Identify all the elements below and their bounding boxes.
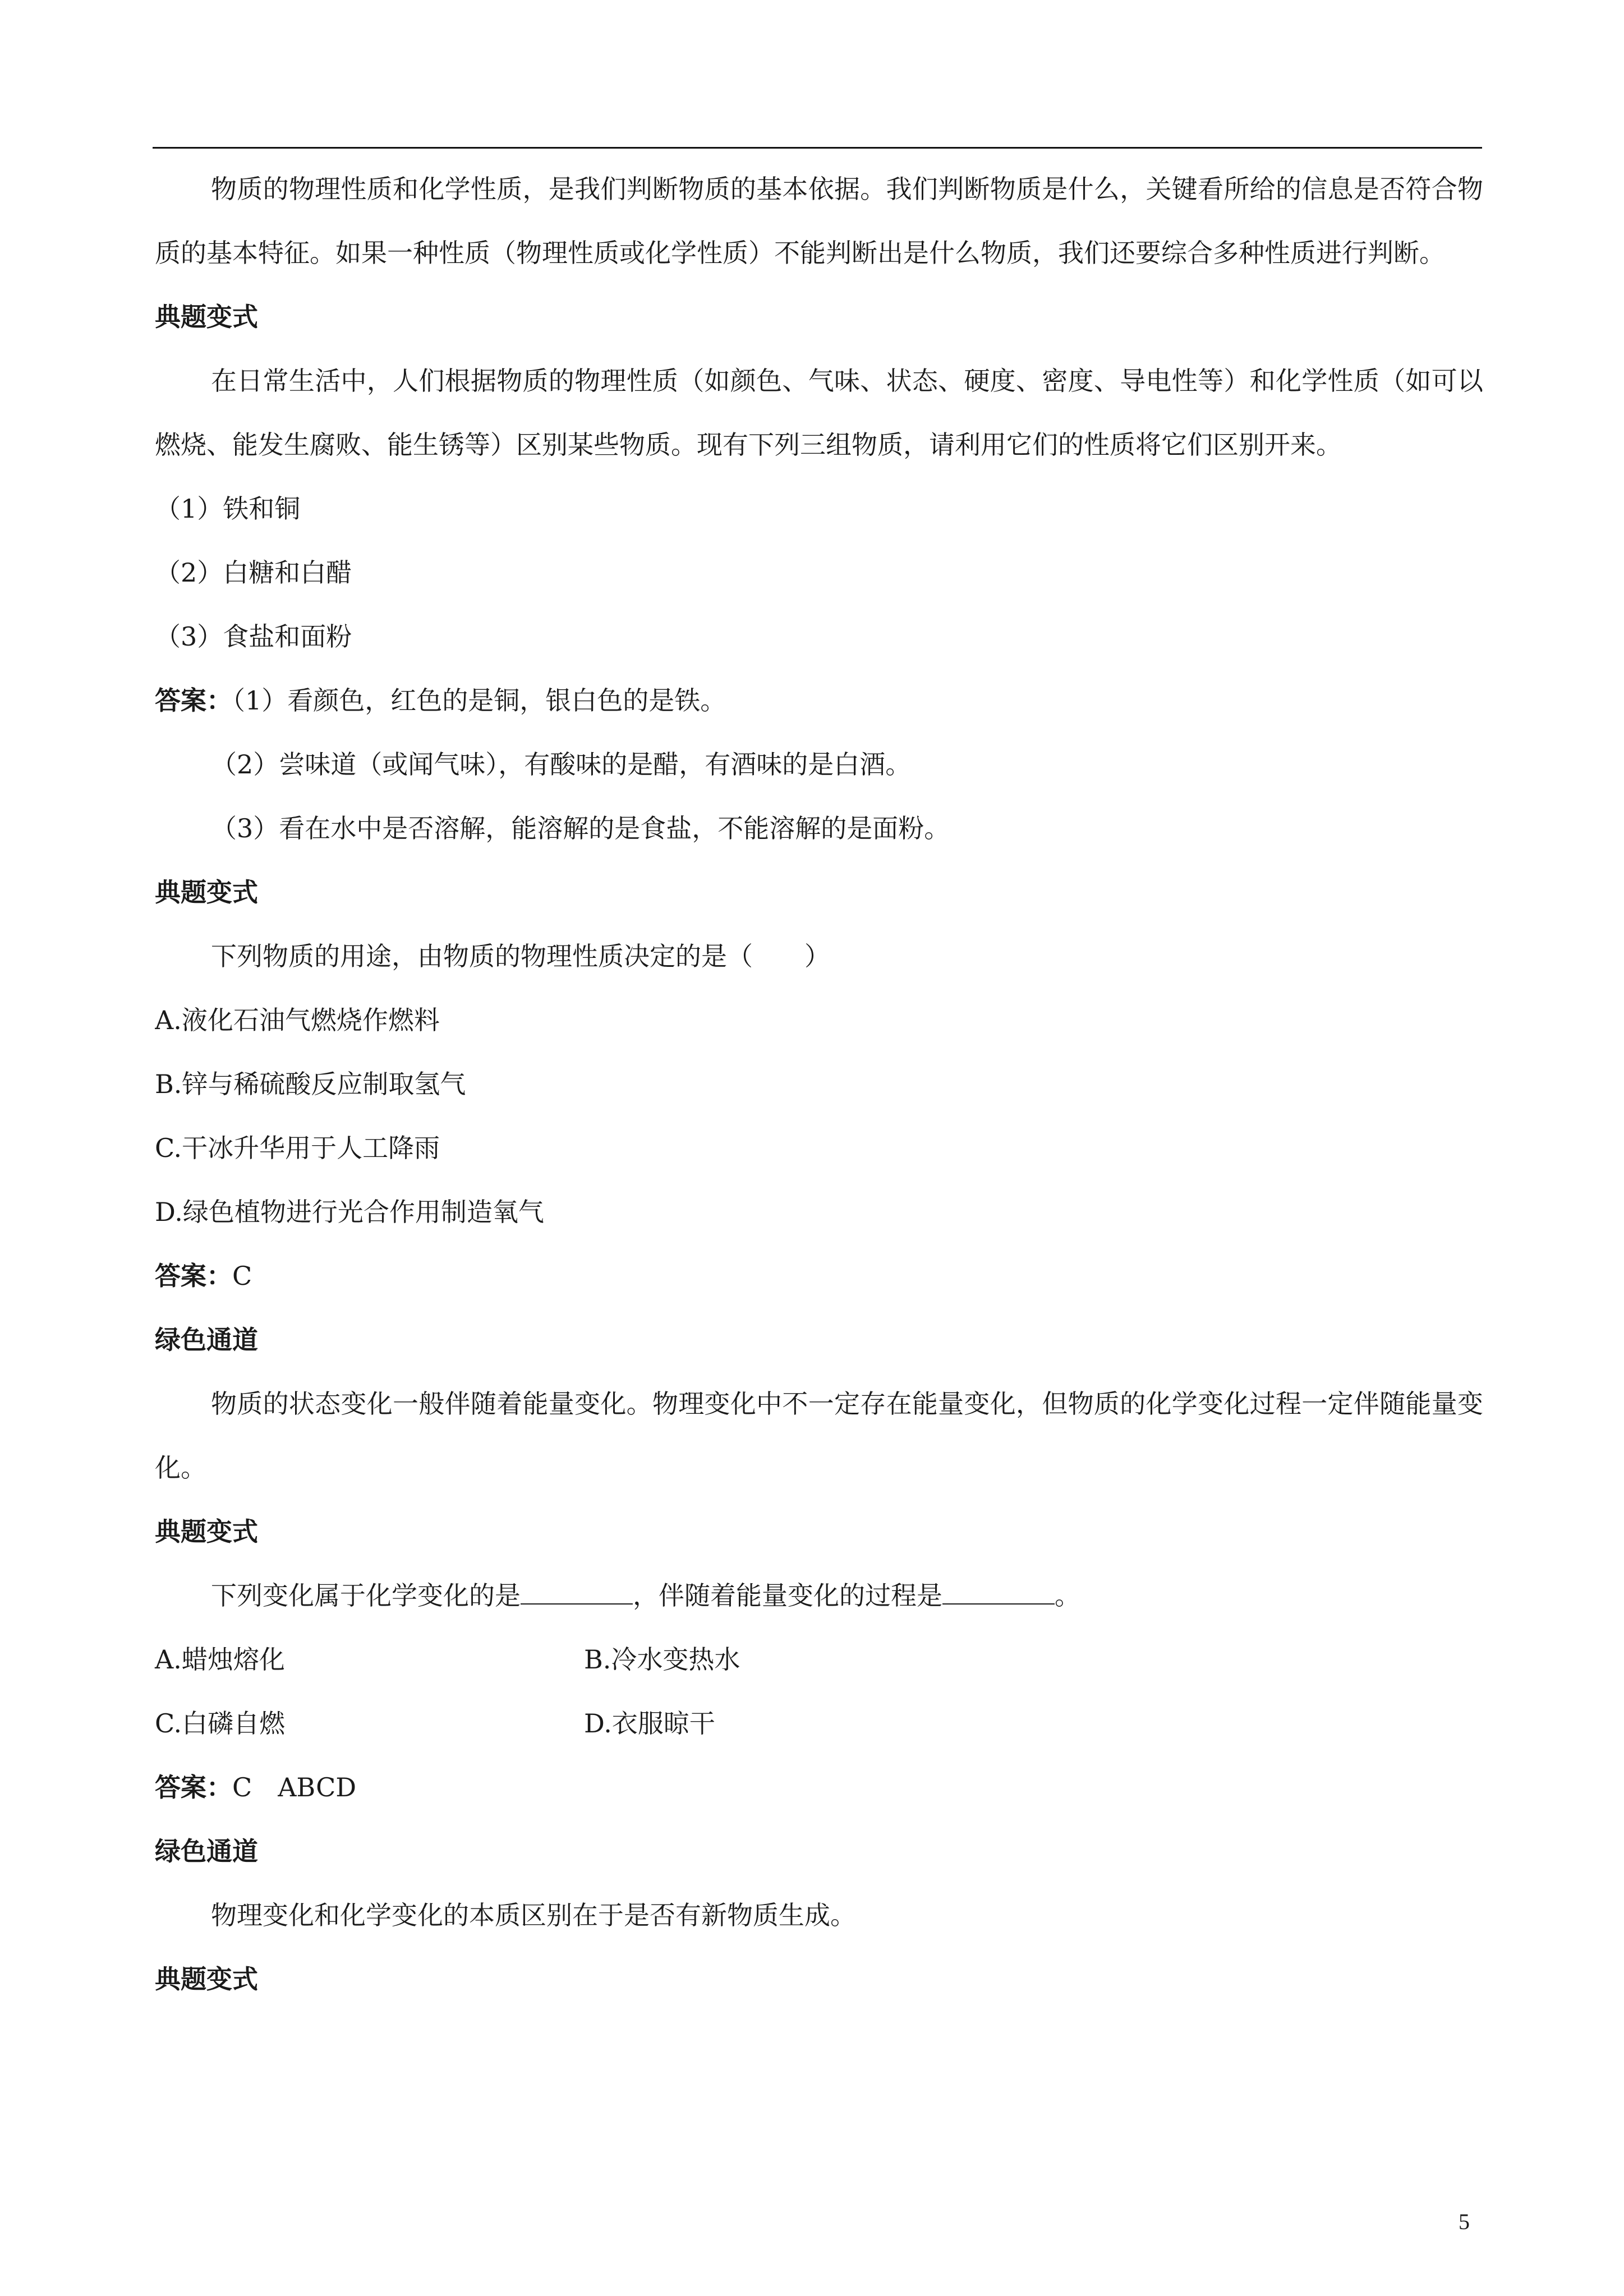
answer-line <box>155 1244 1483 1308</box>
answer-text: C ABCD <box>232 1772 357 1802</box>
question-stem: 下列物质的用途，由物质的物理性质决定的是（ ） <box>211 941 830 971</box>
option-b: B.冷水变热水 <box>584 1644 740 1675</box>
question-item: （1）铁和铜 <box>155 494 301 524</box>
option-a: A.蜡烛熔化 <box>155 1644 285 1675</box>
options-row <box>155 1691 1483 1755</box>
answer-line: （3）看在水中是否溶解，能溶解的是食盐，不能溶解的是面粉。 <box>211 813 950 843</box>
question-item: （3）食盐和面粉 <box>155 621 352 652</box>
answer-line <box>155 1755 1483 1819</box>
option-d: D.绿色植物进行光合作用制造氧气 <box>155 1197 544 1227</box>
green-channel-heading: 绿色通道 <box>155 1325 258 1355</box>
option-b: B.锌与稀硫酸反应制取氢气 <box>155 1069 466 1099</box>
question-item: （2）白糖和白醋 <box>155 557 352 588</box>
option-c: C.干冰升华用于人工降雨 <box>155 1133 440 1163</box>
answer-label: 答案： <box>155 685 232 716</box>
answer-text: C <box>232 1261 252 1291</box>
options-row <box>155 1628 1483 1691</box>
answer-label: 答案： <box>155 1772 232 1802</box>
section-heading: 典题变式 <box>155 1516 258 1547</box>
option-d: D.衣服晾干 <box>584 1708 715 1739</box>
answer-line <box>155 668 1483 732</box>
answer-blank <box>942 1581 1055 1605</box>
answer-line: （2）尝味道（或闻气味），有酸味的是醋，有酒味的是白酒。 <box>211 749 912 780</box>
green-channel-text: 物质的状态变化一般伴随着能量变化。物理变化中不一定存在能量变化，但物质的化学变化过程一定伴随能量变化。 <box>155 1389 1483 1483</box>
stem-text: 。 <box>1055 1580 1080 1611</box>
section-heading: 典题变式 <box>155 1964 258 1994</box>
question-stem <box>155 1564 1483 1628</box>
page-content <box>155 157 1483 2011</box>
answer-label: 答案： <box>155 1261 232 1291</box>
question-stem: 在日常生活中，人们根据物质的物理性质（如颜色、气味、状态、硬度、密度、导电性等）和化学性质（如可以燃烧、能发生腐败、能生锈等）区别某些物质。现有下列三组物质，请利用它们的性质将它们区别开来。 <box>155 366 1483 460</box>
option-a: A.液化石油气燃烧作燃料 <box>155 1005 440 1035</box>
section-heading: 典题变式 <box>155 877 258 907</box>
green-channel-heading: 绿色通道 <box>155 1836 258 1866</box>
stem-text: ，伴随着能量变化的过程是 <box>633 1580 942 1611</box>
intro-paragraph: 物质的物理性质和化学性质，是我们判断物质的基本依据。我们判断物质是什么，关键看所给的信息是否符合物质的基本特征。如果一种性质（物理性质或化学性质）不能判断出是什么物质，我们还要综合多种性质进行判断。 <box>155 174 1483 268</box>
header-rule <box>153 147 1482 149</box>
option-c: C.白磷自燃 <box>155 1708 286 1739</box>
answer-blank <box>521 1581 633 1605</box>
page-number: 5 <box>1459 2209 1470 2234</box>
stem-text: 下列变化属于化学变化的是 <box>211 1580 521 1611</box>
answer-text: （1）看颜色，红色的是铜，银白色的是铁。 <box>232 685 726 716</box>
green-channel-text: 物理变化和化学变化的本质区别在于是否有新物质生成。 <box>211 1900 856 1930</box>
section-heading: 典题变式 <box>155 302 258 332</box>
